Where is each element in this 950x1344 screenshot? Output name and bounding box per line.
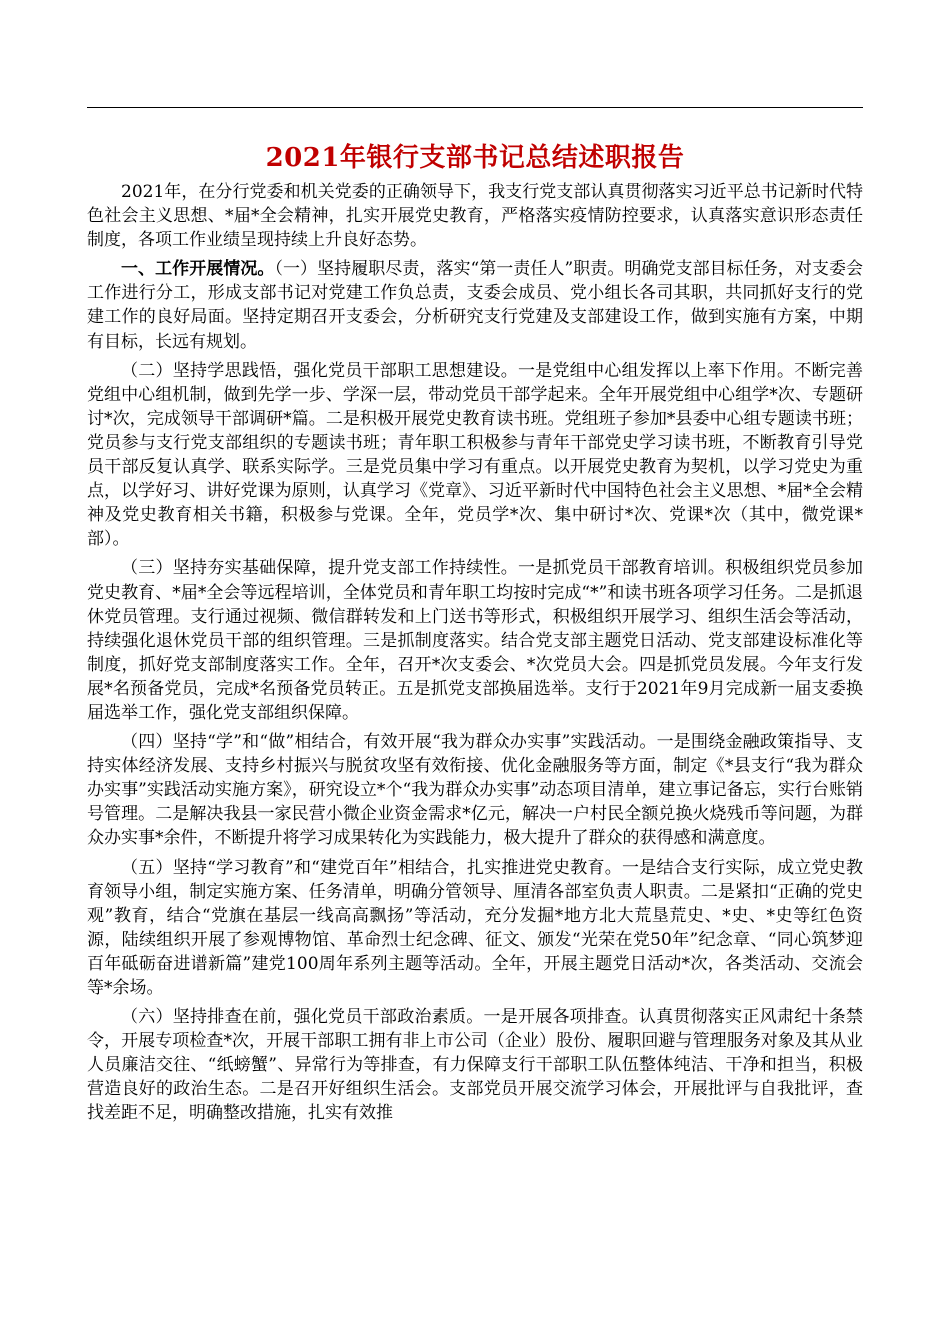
document-body xyxy=(87,180,863,1131)
section-1-paragraph-5: （五）坚持“学习教育”和“建党百年”相结合，扎实推进党史教育。一是结合支行实际，成立党史教育领导小组，制定实施方案、任务清单，明确分管领导、厘清各部室负责人职责。二是紧扣“正确的党史观”教育，结合“党旗在基层一线高高飘扬”等活动，充分发掘*地方北大荒垦荒史、*史、*史等红色资源，陆续组织开展了参观博物馆、革命烈士纪念碑、征文、颁发“光荣在党50年”纪念章、“同心筑梦迎百年砥砺奋进谱新篇”建党100周年系列主题等活动。全年，开展主题党日活动*次，各类活动、交流会等*余场。 xyxy=(87,857,863,998)
document-title: 2021年银行支部书记总结述职报告 xyxy=(265,143,685,173)
section-1-paragraph-4: （四）坚持“学”和“做”相结合，有效开展“我为群众办实事”实践活动。一是围绕金融政策指导、支持实体经济发展、支持乡村振兴与脱贫攻坚有效衔接、优化金融服务等方面，制定《*县支行“我为群众办实事”实践活动实施方案》，研究设立*个“我为群众办实事”动态项目清单，建立事记备忘，实行台账销号管理。二是解决我县一家民营小微企业资金需求*亿元，解决一户村民全额兑换火烧残币等问题，为群众办实事*余件，不断提升将学习成果转化为实践能力，极大提升了群众的获得感和满意度。 xyxy=(87,732,863,849)
section-1-heading: 一、工作开展情况。 xyxy=(121,259,275,280)
section-1-paragraph-1 xyxy=(87,257,863,353)
section-1-paragraph-2: （二）坚持学思践悟，强化党员干部职工思想建设。一是党组中心组发挥以上率下作用。不断完善党组中心组机制，做到先学一步、学深一层，带动党员干部学起来。全年开展党组中心组学*次、专题研讨*次，完成领导干部调研*篇。二是积极开展党史教育读书班。党组班子参加*县委中心组专题读书班；党员参与支行党支部组织的专题读书班；青年职工积极参与青年干部党史学习读书班，不断教育引导党员干部反复认真学、联系实际学。三是党员集中学习有重点。以开展党史教育为契机，以学习党史为重点，以学好习、讲好党课为原则，认真学习《党章》、习近平新时代中国特色社会主义思想、*届*全会精神及党史教育相关书籍，积极参与党课。全年，党员学*次、集中研讨*次、党课*次（其中，微党课*部）。 xyxy=(87,360,863,550)
section-1-paragraph-1-text: （一）坚持履职尽责，落实“第一责任人”职责。明确党支部目标任务，对支委会工作进行分工，形成支部书记对党建工作负总责，支委会成员、党小组长各司其职，共同抓好支行的党建工作的良好局面。坚持定期召开支委会，分析研究支行党建及支部建设工作，做到实施有方案，中期有目标，长远有规划。 xyxy=(87,259,863,352)
intro-paragraph: 2021年，在分行党委和机关党委的正确领导下，我支行党支部认真贯彻落实习近平总书记新时代特色社会主义思想、*届*全会精神，扎实开展党史教育，严格落实疫情防控要求，认真落实意识形态责任制度，各项工作业绩呈现持续上升良好态势。 xyxy=(87,182,863,251)
header-rule xyxy=(87,107,863,108)
section-1-paragraph-6: （六）坚持排查在前，强化党员干部政治素质。一是开展各项排查。认真贯彻落实正风肃纪十条禁令，开展专项检查*次，开展干部职工拥有非上市公司（企业）股份、履职回避与管理服务对象及其从业人员廉洁交往、“纸螃蟹”、异常行为等排查，有力保障支行干部职工队伍整体纯洁、干净和担当，积极营造良好的政治生态。二是召开好组织生活会。支部党员开展交流学习体会，开展批评与自我批评，查找差距不足，明确整改措施，扎实有效推 xyxy=(87,1007,863,1124)
section-1-paragraph-3: （三）坚持夯实基础保障，提升党支部工作持续性。一是抓党员干部教育培训。积极组织党员参加党史教育、*届*全会等远程培训，全体党员和青年职工均按时完成“*”和读书班各项学习任务。二是抓退休党员管理。支行通过视频、微信群转发和上门送书等形式，积极组织开展学习、组织生活会等活动，持续强化退休党员干部的组织管理。三是抓制度落实。结合党支部主题党日活动、党支部建设标准化等制度，抓好党支部制度落实工作。全年，召开*次支委会、*次党员大会。四是抓党员发展。今年支行发展*名预备党员，完成*名预备党员转正。五是抓党支部换届选举。支行于2021年9月完成新一届支委换届选举工作，强化党支部组织保障。 xyxy=(87,558,863,723)
